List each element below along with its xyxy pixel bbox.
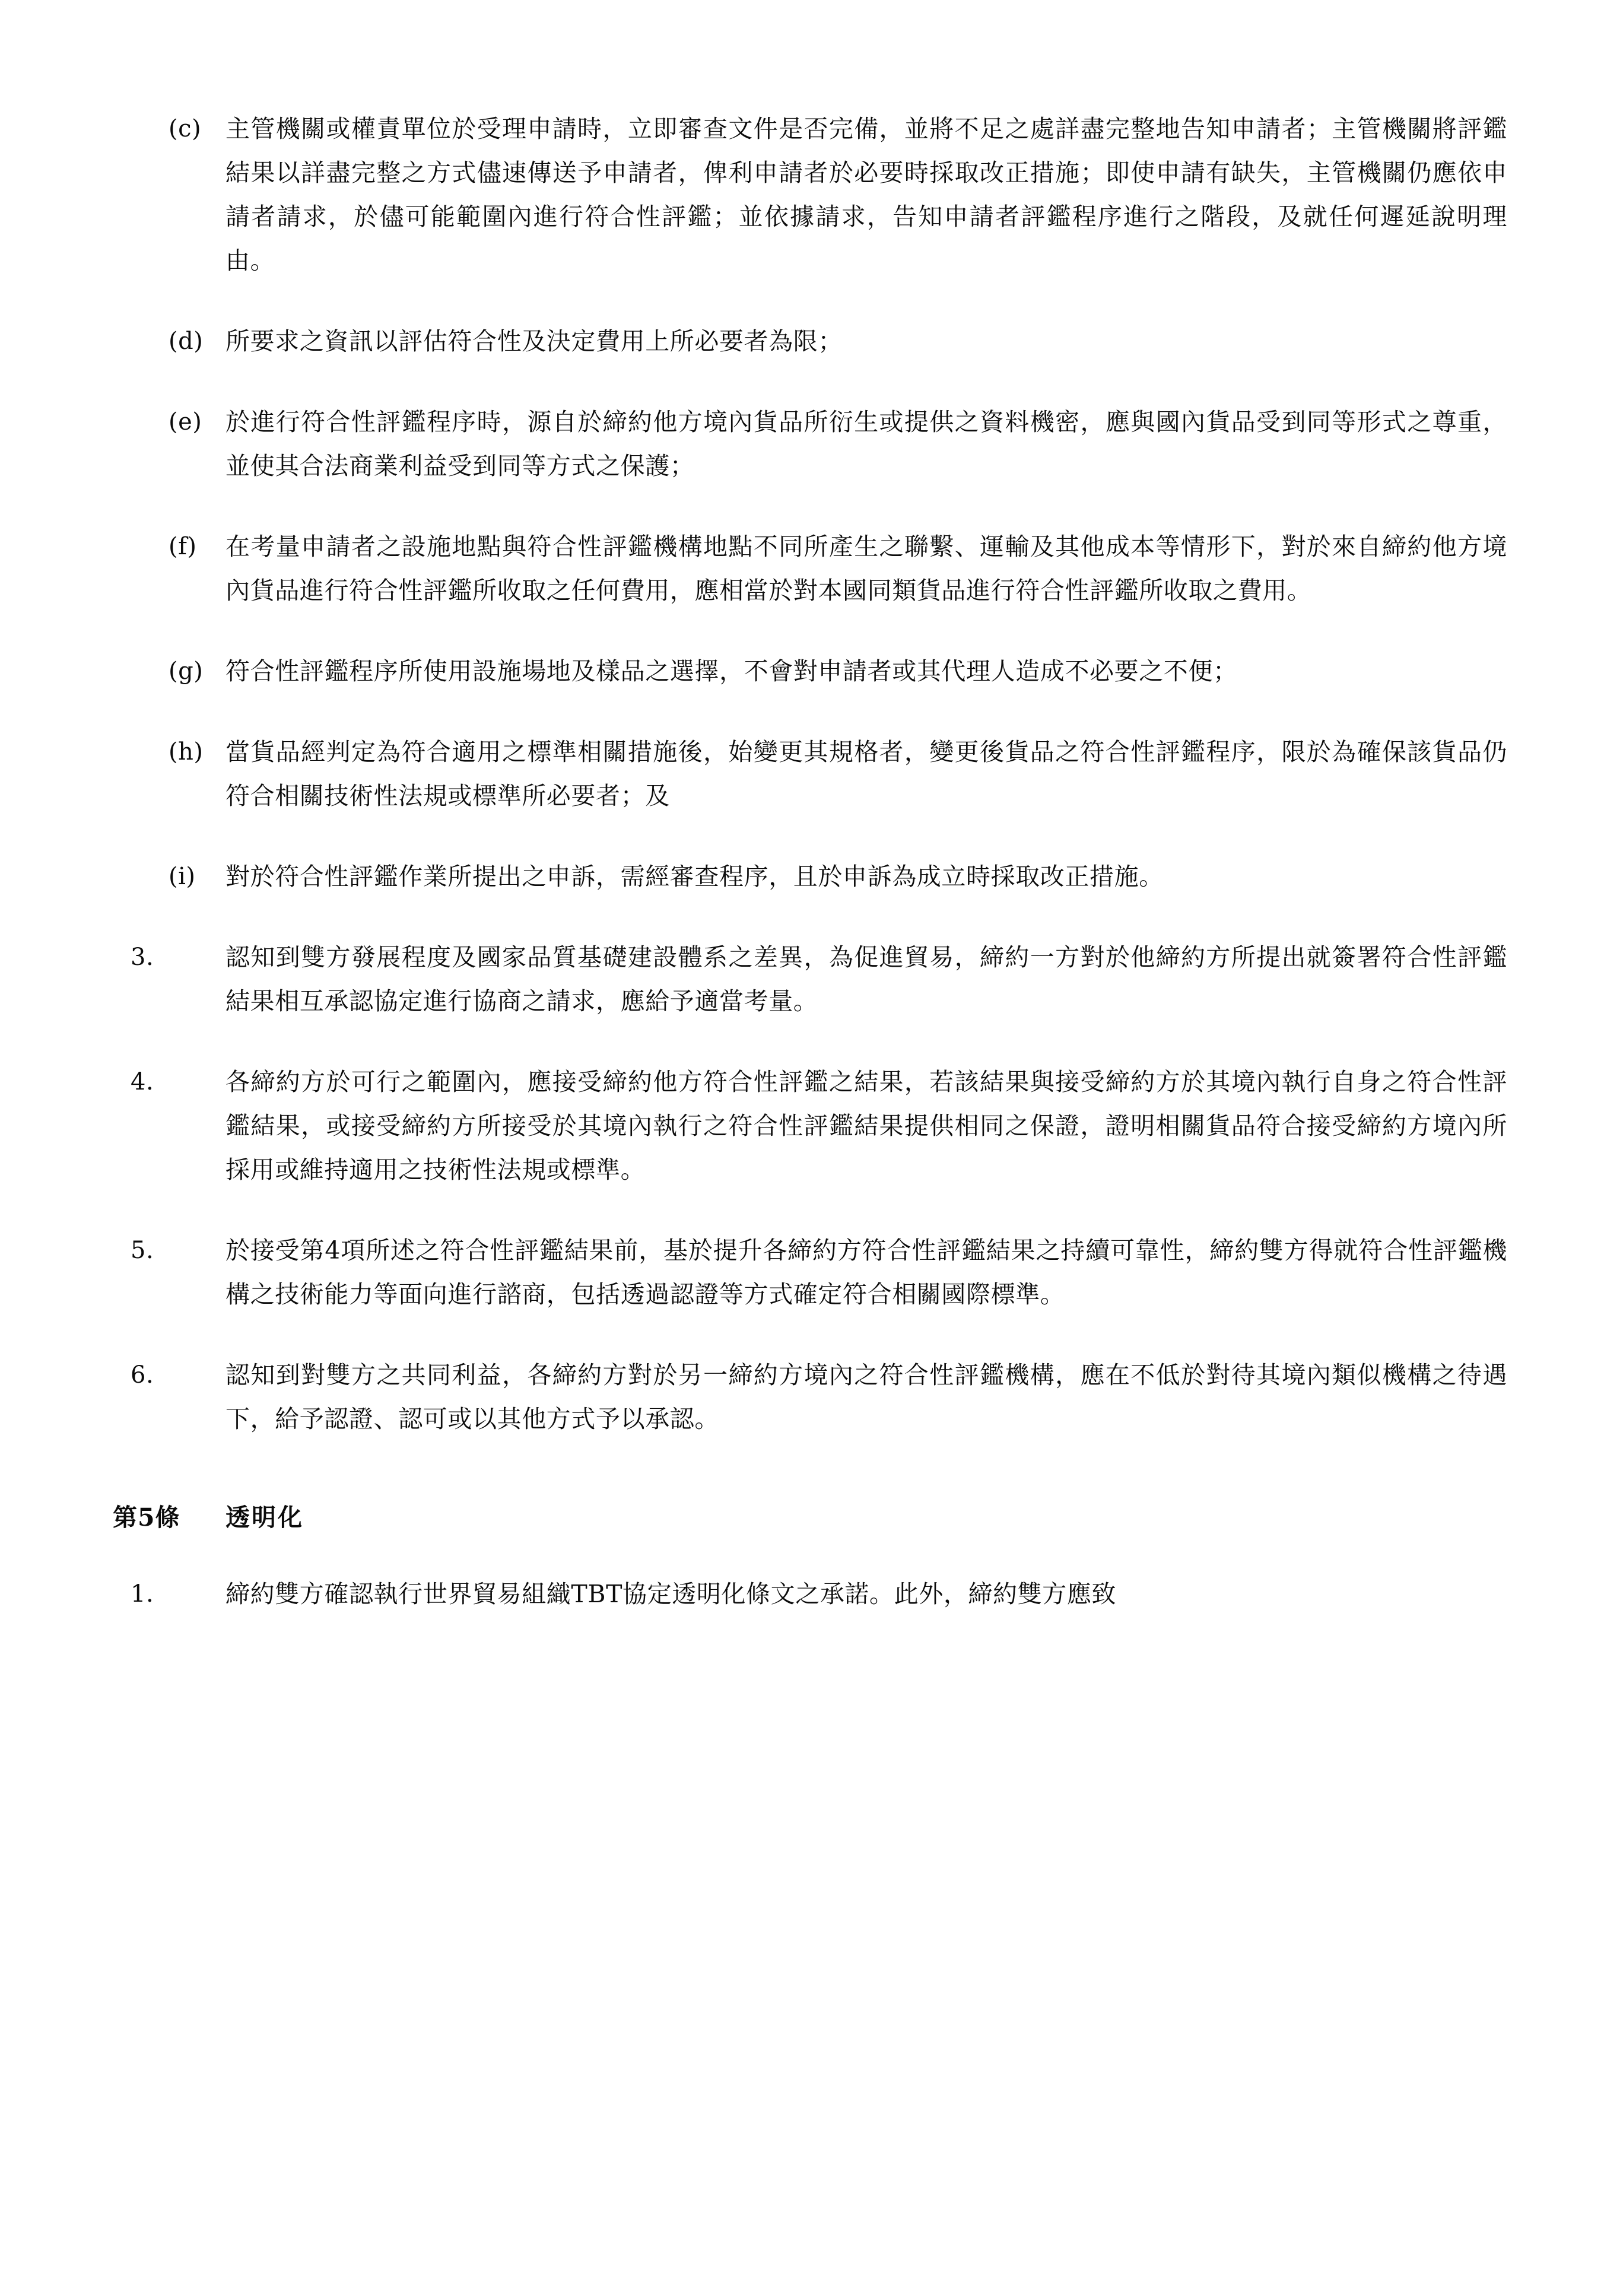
list-item-text: 符合性評鑑程序所使用設施場地及樣品之選擇，不會對申請者或其代理人造成不必要之不便； <box>225 657 1238 685</box>
list-item-text: 對於符合性評鑑作業所提出之申訴，需經審查程序，且於申訴為成立時採取改正措施。 <box>225 862 1164 891</box>
list-item-text: 認知到雙方發展程度及國家品質基礎建設體系之差異，為促進貿易，締約一方對於他締約方所提出就簽署符合性評鑑結果相互承認協定進行協商之請求，應給予適當考量。 <box>225 943 1507 1015</box>
list-item-text: 各締約方於可行之範圍內，應接受締約他方符合性評鑑之結果，若該結果與接受締約方於其境內執行自身之符合性評鑑結果，或接受締約方所接受於其境內執行之符合性評鑑結果提供相同之保證，證明相關貨品符合接受締約方境內所採用或維持適用之技術性法規或標準。 <box>225 1068 1507 1184</box>
list-item <box>113 107 1507 282</box>
article-number: 第5條 <box>113 1503 180 1532</box>
list-item <box>113 525 1507 612</box>
list-item-marker: (c) <box>169 115 202 142</box>
list-item-marker: 6. <box>131 1361 154 1389</box>
list-item-text: 於進行符合性評鑑程序時，源自於締約他方境內貨品所衍生或提供之資料機密，應與國內貨品受到同等形式之尊重，並使其合法商業利益受到同等方式之保護； <box>225 408 1507 480</box>
list-item <box>113 649 1507 693</box>
list-item-marker: 1. <box>131 1580 154 1608</box>
article-title: 透明化 <box>225 1503 304 1532</box>
list-item-marker: 3. <box>131 944 154 971</box>
list-item-marker: (e) <box>169 408 202 436</box>
list-item <box>113 1572 1507 1616</box>
list-item <box>113 319 1507 363</box>
list-item-text: 當貨品經判定為符合適用之標準相關措施後，始變更其規格者，變更後貨品之符合性評鑑程序，限於為確保該貨品仍符合相關技術性法規或標準所必要者；及 <box>225 738 1507 810</box>
list-item <box>113 1060 1507 1192</box>
list-item <box>113 935 1507 1023</box>
list-item-marker: (f) <box>169 533 197 560</box>
list-item-text: 於接受第4項所述之符合性評鑑結果前，基於提升各締約方符合性評鑑結果之持續可靠性，締約雙方得就符合性評鑑機構之技術能力等面向進行諮商，包括透過認證等方式確定符合相關國際標準。 <box>225 1236 1507 1309</box>
list-item-marker: (i) <box>169 863 196 890</box>
list-item-text: 在考量申請者之設施地點與符合性評鑑機構地點不同所產生之聯繫、運輸及其他成本等情形下，對於來自締約他方境內貨品進行符合性評鑑所收取之任何費用，應相當於對本國同類貨品進行符合性評鑑所收取之費用。 <box>225 532 1507 605</box>
list-item <box>113 400 1507 488</box>
list-item-marker: 5. <box>131 1237 154 1264</box>
list-item-text: 所要求之資訊以評估符合性及決定費用上所必要者為限； <box>225 327 843 355</box>
section-heading <box>113 1498 1507 1533</box>
list-item <box>113 1228 1507 1316</box>
list-item-text: 主管機關或權責單位於受理申請時，立即審查文件是否完備，並將不足之處詳盡完整地告知申請者；主管機關將評鑑結果以詳盡完整之方式儘速傳送予申請者，俾利申請者於必要時採取改正措施；即使申請有缺失，主管機關仍應依申請者請求，於儘可能範圍內進行符合性評鑑；並依據請求，告知申請者評鑑程序進行之階段，及就任何遲延說明理由。 <box>225 115 1507 275</box>
list-item <box>113 855 1507 898</box>
list-item-text: 認知到對雙方之共同利益，各締約方對於另一締約方境內之符合性評鑑機構，應在不低於對待其境內類似機構之待遇下，給予認證、認可或以其他方式予以承認。 <box>225 1361 1507 1433</box>
list-item-marker: (d) <box>169 328 204 355</box>
list-item-marker: (h) <box>169 738 204 766</box>
list-item <box>113 730 1507 818</box>
list-item-marker: (g) <box>169 658 204 685</box>
list-item <box>113 1353 1507 1441</box>
document-body <box>113 107 1507 1653</box>
list-item-marker: 4. <box>131 1068 154 1095</box>
list-item-text: 締約雙方確認執行世界貿易組織TBT協定透明化條文之承諾。此外，締約雙方應致 <box>225 1580 1117 1608</box>
